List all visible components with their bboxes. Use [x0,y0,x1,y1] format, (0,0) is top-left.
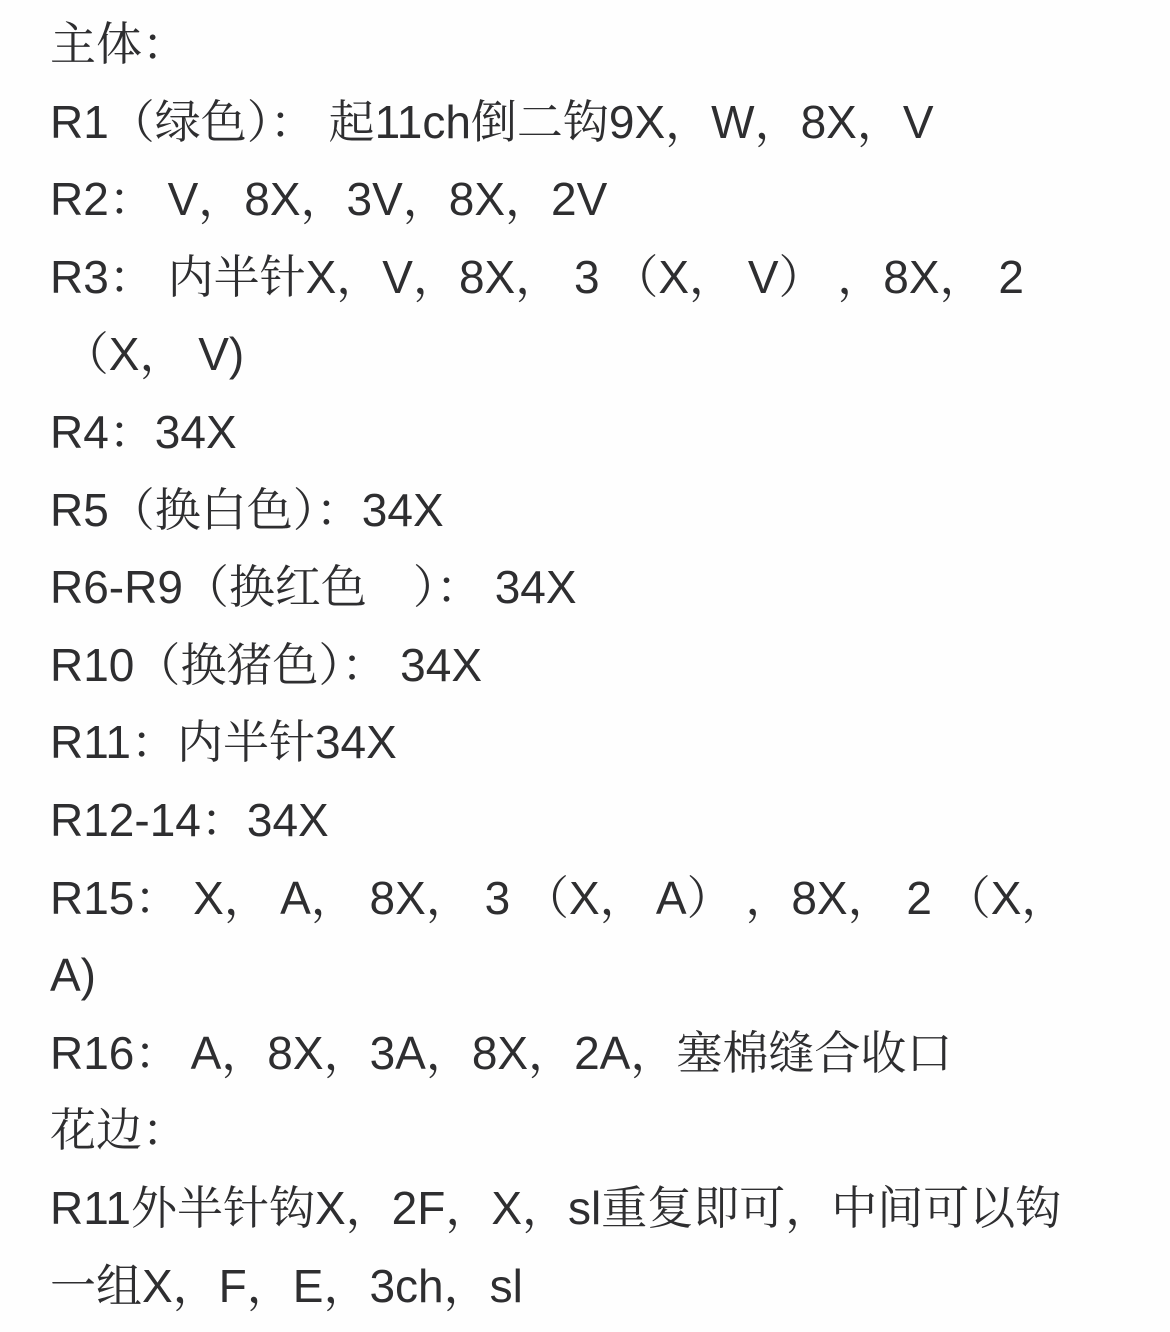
pattern-line-r10: R10（换猪色）： 34X [50,638,483,691]
pattern-line-r3-continued: （X， V) [50,328,245,381]
section-title-edging: 花边： [50,1104,188,1157]
pattern-line-r1: R1（绿色）： 起11ch倒二钩9X，W，8X，V [50,95,934,148]
pattern-line-r11: R11：内半针34X [50,716,397,769]
pattern-line-edging-r11: R11外半针钩X，2F，X，sl重复即可，中间可以钩 [50,1181,1062,1234]
section-title-body: 主体： [50,18,188,70]
pattern-line-r15: R15： X， A， 8X， 3 （X， A） ，8X， 2 （X， [50,871,1068,924]
pattern-line-r6-r9: R6-R9（换红色 ）： 34X [50,561,577,614]
pattern-line-r4: R4：34X [50,405,237,458]
pattern-line-r5: R5（换白色）：34X [50,483,444,536]
pattern-line-r12-14: R12-14：34X [50,793,329,846]
pattern-line-r16: R16： A，8X，3A，8X，2A，塞棉缝合收口 [50,1026,953,1079]
pattern-line-edging-r11-continued: 一组X，F，E，3ch，sl [50,1259,523,1312]
pattern-line-r15-continued: A) [50,949,96,1002]
pattern-line-r3: R3： 内半针X，V，8X， 3 （X， V） ，8X， 2 [50,250,1024,303]
pattern-line-r2: R2： V，8X，3V，8X，2V [50,173,608,226]
